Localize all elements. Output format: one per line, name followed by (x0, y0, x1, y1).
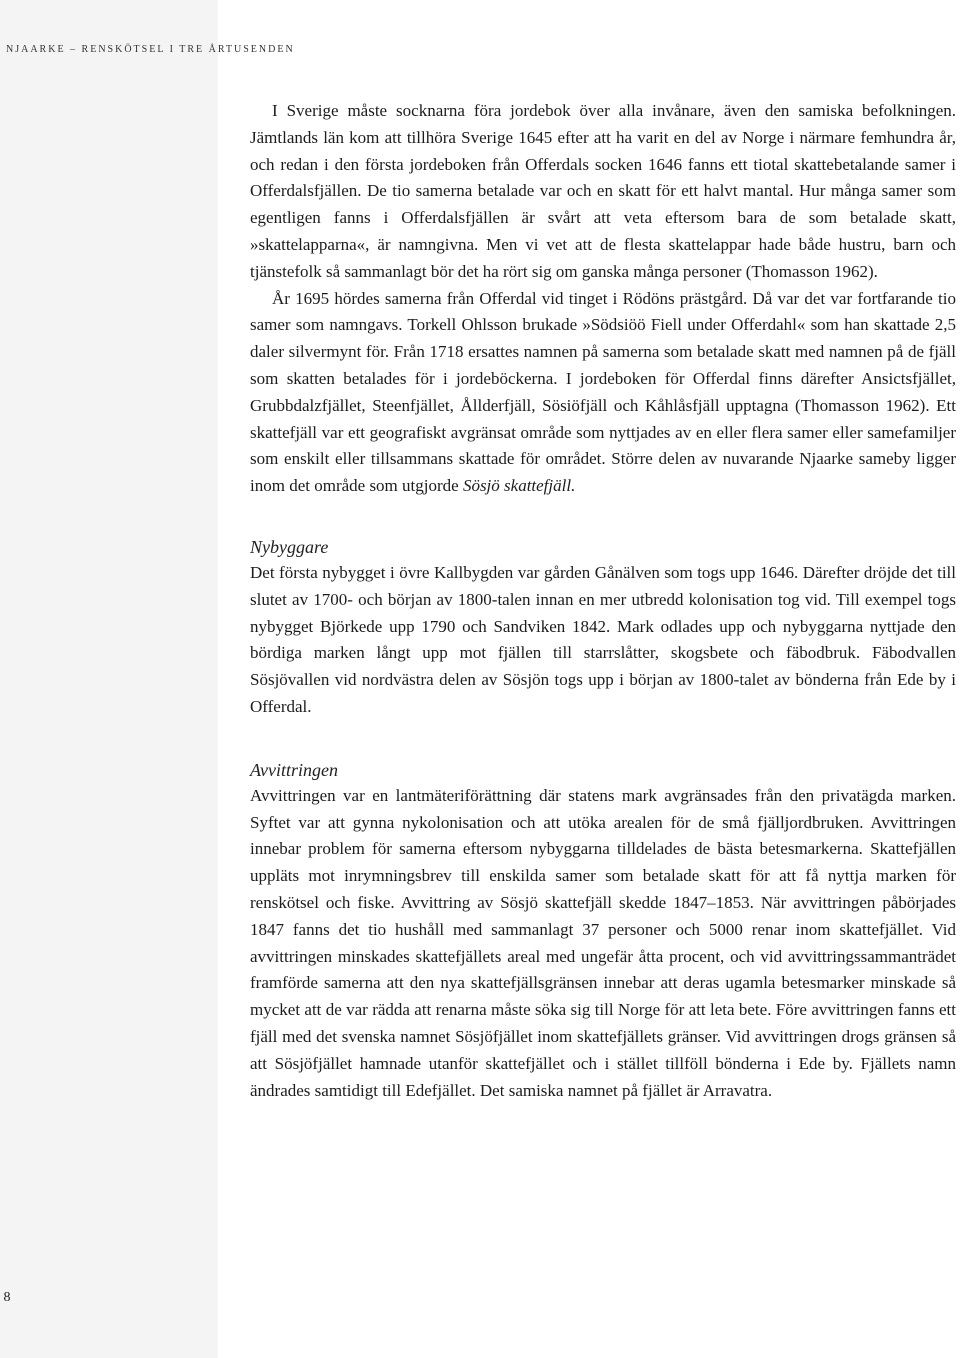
intro-paragraph-2 (250, 286, 956, 500)
intro-paragraph-2-emphasis: Sösjö skattefjäll. (462, 476, 576, 496)
page-number: 8 (3, 1290, 11, 1305)
nybyggare-paragraph: Det första nybygget i övre Kallbygden var gården Gånälven som togs upp 1646. Därefter dröjde det till slutet av 1700- och början av 1800-talen innan en mer utbredd kolonisation tog vid. Till exempel togs nybygget Björkede upp 1790 och Sandviken 1842. Mark odlades upp och nybyggarna nyttjade den bördiga marken långt upp mot fjällen till starrslåtter, skogsbete och fäbodbruk. Fäbodvallen Sösjövallen vid nordvästra delen av Sösjön togs upp i början av 1800-talet av bönderna från Ede by i Offerdal. (250, 562, 956, 716)
intro-paragraph-1: I Sverige måste socknarna föra jordebok över alla invånare, även den samiska befolkningen. Jämtlands län kom att tillhöra Sverige 1645 efter att ha varit en del av Norge i närmare femhundra år, och redan i den första jordeboken från Offerdals socken 1646 fanns ett tiotal skattebetalande samer i Offerdalsfjällen. De tio samerna betalade var och en skatt för ett halvt mantal. Hur många samer som egentligen fanns i Offerdalsfjällen är svårt att veta eftersom bara de som betalade skatt, »skattelapparna«, är namngivna. Men vi vet att de flesta skattelappar hade både hustru, barn och tjänstefolk så sammanlagt bör det ha rört sig om ganska många personer (Thomasson 1962). (250, 101, 956, 281)
running-head: NJAARKE – RENSKÖTSEL I TRE ÅRTUSENDEN (6, 44, 295, 55)
body-text-column (250, 98, 956, 1104)
avvittringen-paragraph: Avvittringen var en lantmäteriförättning där statens mark avgränsades från den privatägda marken. Syftet var att gynna nykolonisation och att utöka arealen för de små fjälljordbruken. Avvittringen innebar problem för samerna eftersom nybyggarna tilldelades de bästa betesmarkerna. Skattefjällen uppläts mot inrymningsbrev till enskilda samer som betalade skatt för att få nyttja marken för renskötsel och fiske. Avvittring av Sösjö skattefjäll skedde 1847–1853. När avvittringen påbörjades 1847 fanns det tio hushåll med sammanlagt 37 personer och 5000 renar inom skattefjället. Vid avvittringen minskades skattefjällets areal med ungefär åtta procent, och vid avvittringssammanträdet framförde samerna att den nya skattefjällsgränsen innebar att deras ugamla betesmarker minskade så mycket att de var rädda att renarna måste söka sig till Norge för att leta bete. Före avvittringen fanns ett fjäll med det svenska namnet Sösjöfjället inom skattefjällets gränser. Vid avvittringen drogs gränsen så att Sösjöfjället hamnade utanför skattefjället och i stället tillföll bönderna i Ede by. Fjällets namn ändrades samtidigt till Edefjället. Det samiska namnet på fjället är Arravatra. (250, 785, 956, 1100)
heading-nybyggare: Nybyggare (250, 536, 329, 557)
intro-paragraph-2-text: År 1695 hördes samerna från Offerdal vid tinget i Rödöns prästgård. Då var det var fortfarande tio samer som namngavs. Torkell Ohlsson brukade »Södsiöö Fiell under Offerdahl« som han skattade 2,5 daler silvermynt för. Från 1718 ersattes namnen på samerna som betalade skatt med namnen på de fjäll som skatten betalades för i jordeböckerna. I jordeboken för Offerdal finns därefter Ansictsfjället, Grubbdalzfjället, Steenfjället, Ållderfjäll, Sösiöfjäll och Kåhlåsfjäll upptagna (Thomasson 1962). Ett skattefjäll var ett geografiskt avgränsat område som nyttjades av en eller flera samer eller samefamiljer som enskilt eller tillsammans skattade för området. Större delen av nuvarande Njaarke sameby ligger inom det område som utgjorde (250, 288, 956, 496)
heading-avvittringen: Avvittringen (250, 759, 338, 780)
